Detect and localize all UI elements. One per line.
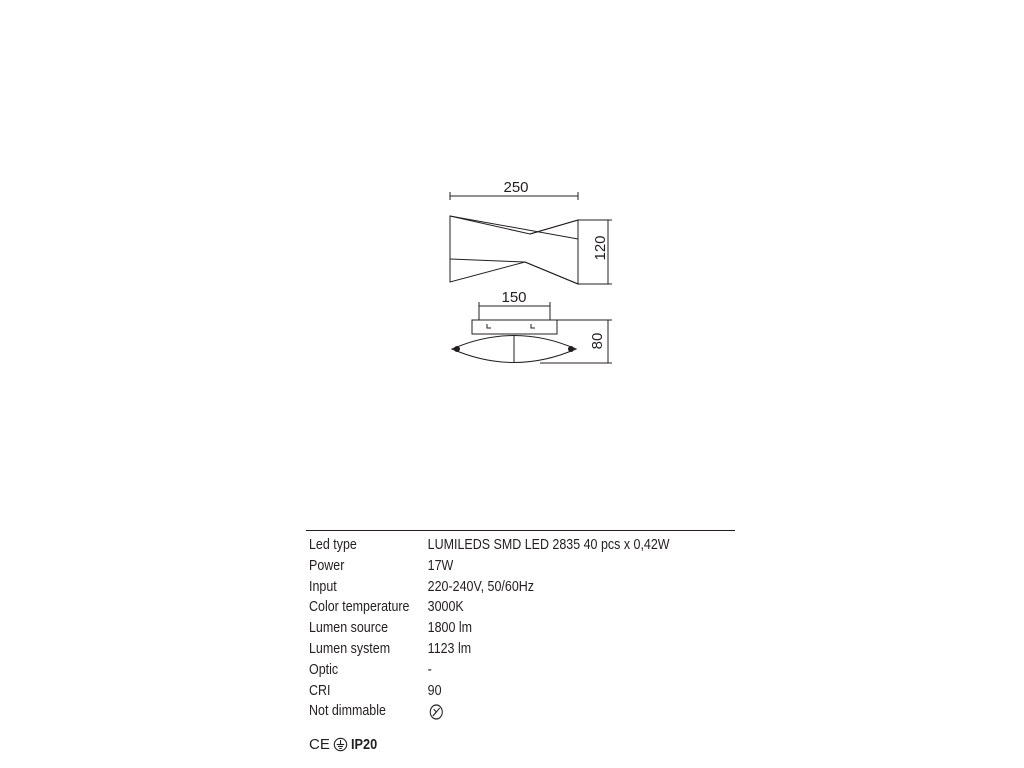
- bracket-screw-right: [531, 324, 535, 328]
- spec-value: 3000K: [427, 599, 464, 616]
- spec-row-cri: [309, 681, 670, 702]
- front-height-label: 120: [592, 235, 609, 261]
- spec-value: [428, 701, 670, 722]
- front-shape-edge-3: [530, 220, 578, 234]
- top-body-end-right: [569, 347, 574, 352]
- spec-row-input: [309, 577, 670, 598]
- spec-row-lumen-source: [309, 618, 670, 639]
- spec-label: Input: [309, 578, 337, 595]
- top-bracket: [472, 320, 557, 334]
- front-shape-edge-2: [450, 259, 525, 262]
- spec-label: Optic: [309, 661, 339, 678]
- top-body-end-left: [455, 347, 460, 352]
- front-shape-edge-1: [450, 216, 578, 239]
- certifications-row: [309, 734, 382, 754]
- front-view: [450, 192, 612, 284]
- spec-value: 17W: [427, 557, 454, 574]
- spec-row-dimmable: [309, 701, 670, 722]
- spec-label: CRI: [309, 682, 331, 699]
- spec-label: Led type: [309, 537, 357, 553]
- spec-label: Lumen system: [309, 640, 391, 657]
- bracket-screw-left: [487, 324, 491, 328]
- top-width-label: 150: [501, 289, 527, 306]
- spec-value: 1123 lm: [427, 640, 472, 657]
- spec-row-lumen-system: [309, 639, 670, 660]
- spec-value: 1800 lm: [427, 620, 473, 637]
- front-width-label: 250: [503, 179, 529, 196]
- spec-label: Lumen source: [309, 620, 389, 637]
- spec-row-color-temperature: [309, 597, 670, 618]
- top-depth-label: 80: [589, 332, 606, 350]
- spec-label: Power: [309, 557, 345, 574]
- spec-value: LUMILEDS SMD LED 2835 40 pcs x 0,42W: [427, 537, 670, 553]
- spec-value: 220-240V, 50/60Hz: [427, 578, 534, 595]
- spec-label: Color temperature: [309, 599, 410, 616]
- ip-rating: IP20: [350, 735, 378, 753]
- ce-mark: CE: [309, 735, 330, 753]
- spec-row-led-type: [309, 535, 670, 556]
- spec-value: 90: [427, 682, 442, 699]
- protective-earth-icon: [333, 737, 348, 752]
- front-shape: [450, 216, 578, 284]
- spec-label: Not dimmable: [309, 703, 386, 720]
- spec-row-power: [309, 556, 670, 577]
- spec-table: [309, 535, 670, 722]
- spec-value: -: [427, 661, 432, 678]
- spec-divider: [306, 530, 735, 531]
- top-view: [452, 302, 612, 363]
- not-dimmable-icon: [428, 703, 445, 721]
- spec-row-optic: [309, 660, 670, 681]
- front-shape-edge-4: [525, 262, 578, 284]
